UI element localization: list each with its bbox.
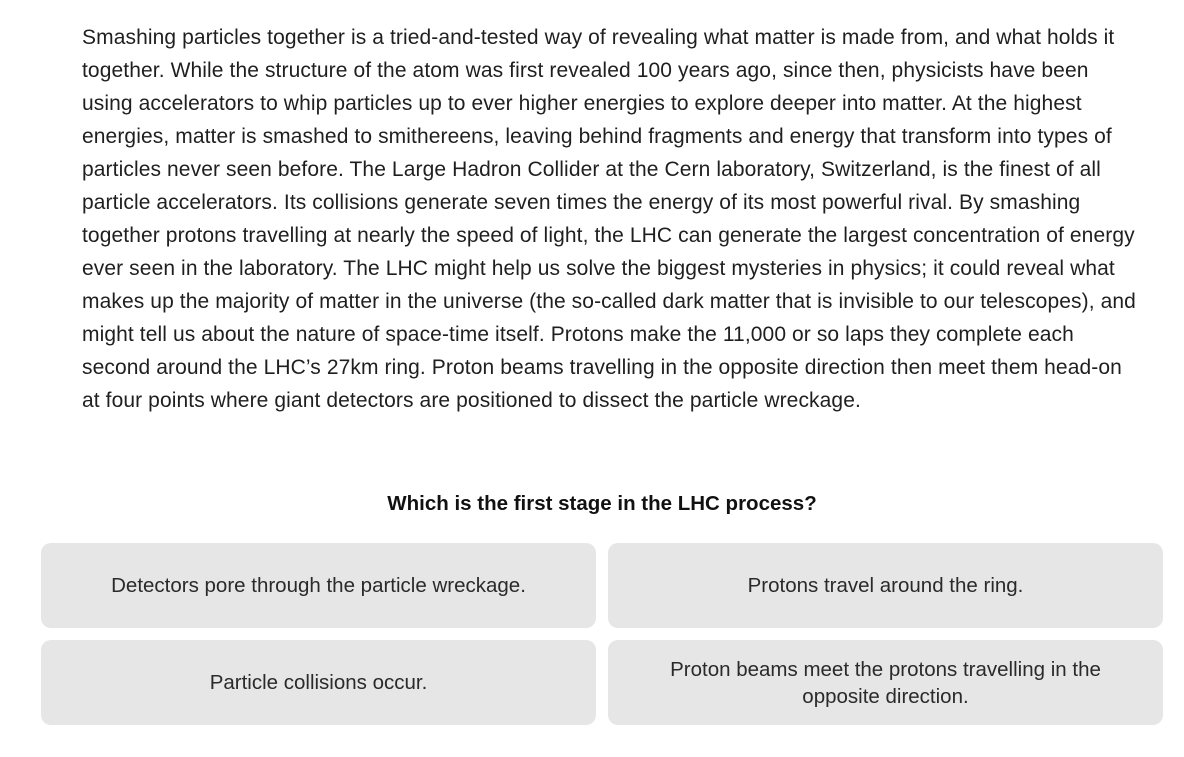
answer-options xyxy=(41,543,1163,725)
answer-option-3[interactable]: Particle collisions occur. xyxy=(41,640,596,725)
answer-option-1[interactable]: Detectors pore through the particle wreckage. xyxy=(41,543,596,628)
answer-option-2[interactable]: Protons travel around the ring. xyxy=(608,543,1163,628)
question-prompt: Which is the first stage in the LHC process? xyxy=(387,492,817,515)
answer-option-4[interactable]: Proton beams meet the protons travelling in the opposite direction. xyxy=(608,640,1163,725)
reading-passage: Smashing particles together is a tried-and-tested way of revealing what matter is made from, and what holds it together. While the structure of the atom was first revealed 100 years ago, since then, physicists have been using accelerators to whip particles up to ever higher energies to explore deeper into matter. At the highest energies, matter is smashed to smithereens, leaving behind fragments and energy that transform into types of particles never seen before. The Large Hadron Collider at the Cern laboratory, Switzerland, is the finest of all particle accelerators. Its collisions generate seven times the energy of its most powerful rival. By smashing together protons travelling at nearly the speed of light, the LHC can generate the largest concentration of energy ever seen in the laboratory. The LHC might help us solve the biggest mysteries in physics; it could reveal what makes up the majority of matter in the universe (the so-called dark matter that is invisible to our telescopes), and might tell us about the nature of space-time itself. Protons make the 11,000 or so laps they complete each second around the LHC’s 27km ring. Proton beams travelling in the opposite direction then meet them head-on at four points where giant detectors are positioned to dissect the particle wreckage. xyxy=(82,26,1136,412)
